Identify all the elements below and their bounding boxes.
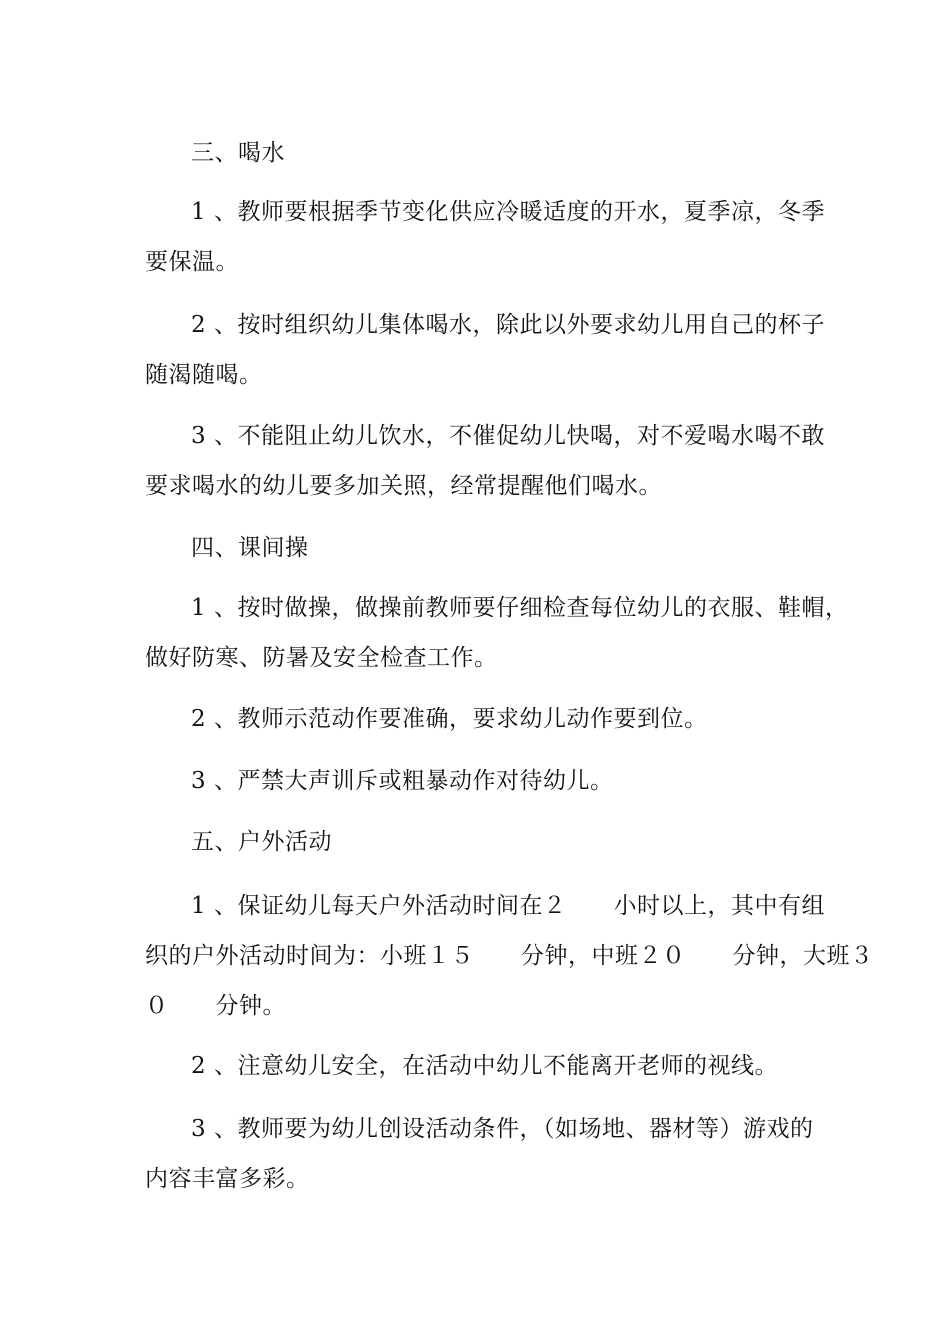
paragraph-3-1: [145, 187, 825, 287]
paragraph-line: 织的户外活动时间为：小班１５ 分钟，中班２０ 分钟，大班３: [145, 943, 874, 969]
paragraph-line: 2 、按时组织幼儿集体喝水，除此以外要求幼儿用自己的杯子: [191, 312, 825, 338]
paragraph-line: 3 、教师要为幼儿创设活动条件，（如场地、器材等）游戏的: [191, 1116, 814, 1142]
section-heading-drinking-water: [145, 128, 810, 178]
paragraph-line: 1 、保证幼儿每天户外活动时间在２ 小时以上，其中有组: [191, 893, 825, 919]
paragraph-line: 要保温。: [145, 249, 239, 275]
paragraph-5-3: [145, 1104, 814, 1204]
paragraph-line: ０ 分钟。: [145, 993, 286, 1019]
paragraph-line: 2 、教师示范动作要准确，要求幼儿动作要到位。: [191, 706, 708, 732]
paragraph-line: 3 、严禁大声训斥或粗暴动作对待幼儿。: [191, 768, 614, 794]
paragraph-3-2: [145, 300, 825, 400]
section-heading-outdoor-activity: [145, 817, 810, 867]
paragraph-4-1: [145, 583, 849, 683]
paragraph-line: 随渴随喝。: [145, 362, 263, 388]
paragraph-line: 1 、按时做操，做操前教师要仔细检查每位幼儿的衣服、鞋帽，: [191, 595, 849, 621]
section-heading-exercise: [145, 523, 810, 573]
paragraph-line: 要求喝水的幼儿要多加关照，经常提醒他们喝水。: [145, 473, 662, 499]
paragraph-line: 五、户外活动: [191, 829, 332, 855]
paragraph-line: 三、喝水: [191, 140, 285, 166]
paragraph-3-3: [145, 411, 825, 511]
paragraph-line: 内容丰富多彩。: [145, 1166, 310, 1192]
paragraph-line: 2 、注意幼儿安全，在活动中幼儿不能离开老师的视线。: [191, 1053, 778, 1079]
paragraph-4-2: [145, 694, 810, 744]
paragraph-4-3: [145, 756, 810, 806]
paragraph-5-1: [145, 881, 874, 1031]
paragraph-line: 3 、不能阻止幼儿饮水，不催促幼儿快喝，对不爱喝水喝不敢: [191, 423, 825, 449]
paragraph-line: 做好防寒、防暑及安全检查工作。: [145, 645, 498, 671]
paragraph-line: 四、课间操: [191, 535, 309, 561]
paragraph-5-2: [145, 1041, 810, 1091]
paragraph-line: 1 、教师要根据季节变化供应冷暖适度的开水，夏季凉，冬季: [191, 199, 825, 225]
